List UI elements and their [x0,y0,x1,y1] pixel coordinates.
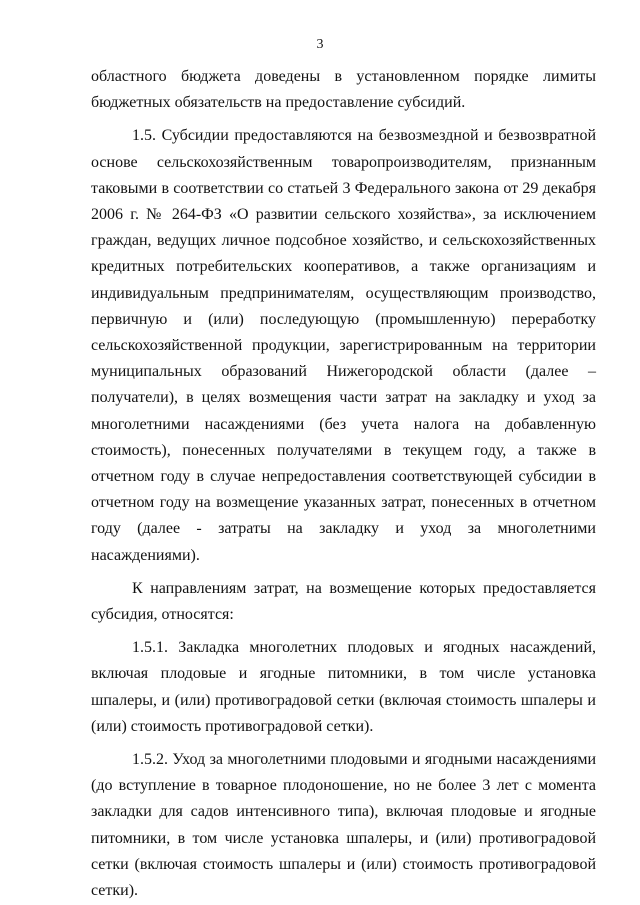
paragraph-expense-directions: К направлениям затрат, на возмещение которых предоставляется субсидия, относятся: [91,579,596,624]
paragraph-1-5: 1.5. Субсидии предоставляются на безвозмездной и безвозвратной основе сельскохозяйственным товаропроизводителям, признанным таковыми в соответствии со статьей 3 Федерального закона от 29 декабря 2006 г. № 264-ФЗ «О развитии сельского хозяйства», за исключением граждан, ведущих личное подсобное хозяйство, и сельскохозяйственных кредитных потребительских кооперативов, а также организациям и индивидуальным предпринимателям, осуществляющим производство, первичную и (или) последующую (промышленную) переработку сельскохозяйственной продукции, зарегистрированным на территории муниципальных образований Нижегородской области (далее – получатели), в целях возмещения части затрат на закладку и уход за многолетними насаждениями (без учета налога на добавленную стоимость), понесенных получателями в текущем году, а также в отчетном году в случае непредоставления соответствующей субсидии в отчетном году на возмещение указанных затрат, понесенных в отчетном году (далее - затраты на закладку и уход за многолетними насаждениями). [91,127,596,564]
page-number: 3 [316,37,324,52]
paragraph-1-5-1: 1.5.1. Закладка многолетних плодовых и ягодных насаждений, включая плодовые и ягодные питомники, в том числе установка шпалеры, и (или) противоградовой сетки (включая стоимость шпалеры и (или) стоимость противоградовой сетки). [91,639,596,735]
document-body [91,64,596,904]
paragraph-continuation: областного бюджета доведены в установленном порядке лимиты бюджетных обязательств на предоставление субсидий. [91,68,596,112]
paragraph-1-5-2: 1.5.2. Уход за многолетними плодовыми и ягодными насаждениями (до вступление в товарное плодоношение, но не более 3 лет с момента закладки для садов интенсивного типа), включая плодовые и ягодные питомники, в том числе установка шпалеры, и (или) противоградовой сетки (включая стоимость шпалеры и (или) стоимость противоградовой сетки). [91,751,596,900]
